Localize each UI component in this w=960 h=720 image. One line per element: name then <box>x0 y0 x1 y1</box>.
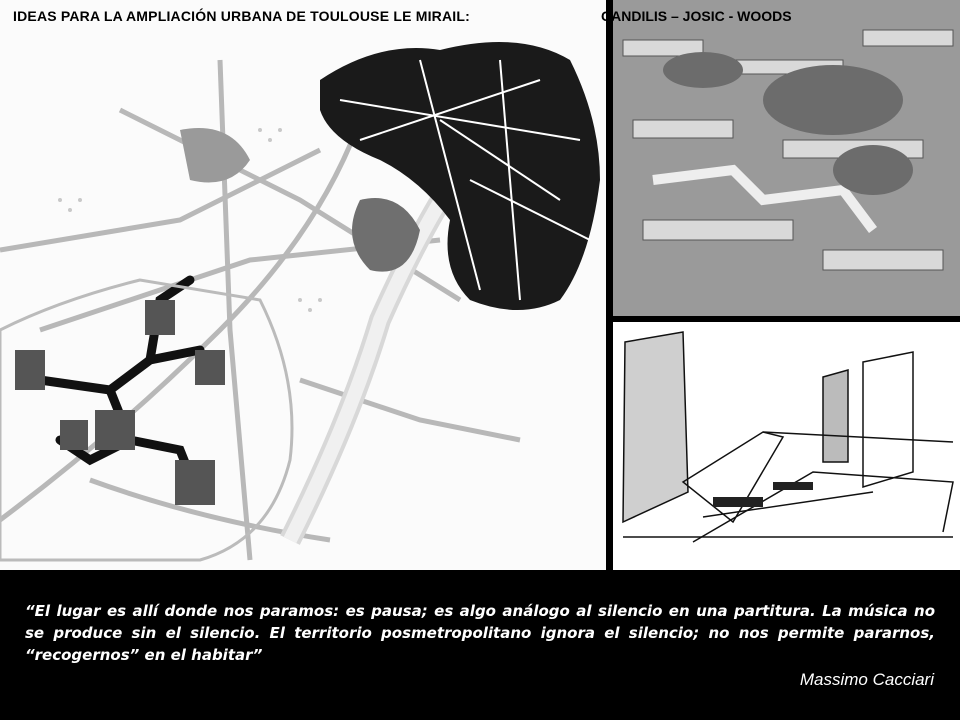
slide-title: IDEAS PARA LA AMPLIACIÓN URBANA DE TOULOUSE LE MIRAIL: <box>13 8 470 24</box>
quote-author: Massimo Cacciari <box>799 670 934 689</box>
perspective-sketch <box>613 322 960 570</box>
sketch-drawing <box>613 322 960 570</box>
model-photo <box>613 0 960 316</box>
quote-text: “El lugar es allí donde nos paramos: es pausa; es algo análogo al silencio en una partitura. La música no se produce sin el silencio. El territorio posmetropolitano ignora el silencio; no nos permite pararnos, “recogernos” en el habitar” <box>25 602 935 664</box>
urban-plan-map <box>0 0 606 570</box>
vertical-divider <box>606 0 613 570</box>
map-drawing <box>0 0 606 570</box>
quote-footer <box>0 570 960 720</box>
architects-title: CANDILIS – JOSIC - WOODS <box>601 8 792 24</box>
model-photo-drawing <box>613 0 960 316</box>
